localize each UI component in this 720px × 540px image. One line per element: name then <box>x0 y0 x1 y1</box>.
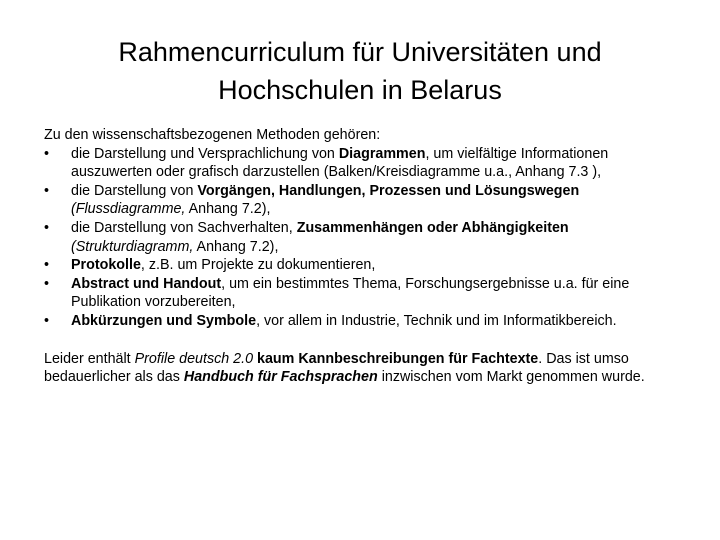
slide-title <box>40 33 680 109</box>
list-item-text: Anhang 7.2), <box>193 238 279 255</box>
list-item-text: , vor allem in Industrie, Technik und im Informatikbereich. <box>256 312 617 329</box>
list-item-text: Anhang 7.2), <box>185 201 271 218</box>
list-item-text: die Darstellung von <box>71 182 198 199</box>
list-item-bold: Zusammenhängen oder Abhängigkeiten <box>296 219 569 236</box>
closing-text: . Das ist umso bedauerlicher als das <box>44 350 629 386</box>
closing-text: Leider enthält <box>44 350 135 367</box>
closing-bold-italic <box>184 369 378 385</box>
list-item-bold: Protokolle <box>71 257 141 274</box>
closing-bold: kaum Kannbeschreibungen für Fachtexte <box>253 350 539 367</box>
slide-title-line-2: Hochschulen in Belarus <box>218 75 502 105</box>
closing-text: inzwischen vom Markt genommen wurde. <box>377 369 645 386</box>
closing-bold-italic-inner: Handbuch für Fachsprachen <box>183 369 378 386</box>
list-item-text: die Darstellung und Versprachlichung von <box>71 145 339 162</box>
list-item-bold: Abkürzungen und Symbole <box>71 312 257 329</box>
list-item-bold: Abstract und Handout <box>71 275 222 292</box>
list-item-diagrams <box>44 145 684 182</box>
list-item-text: , z.B. um Projekte zu dokumentieren, <box>140 257 376 274</box>
list-item-text: die Darstellung von Sachverhalten, <box>71 219 297 236</box>
intro-text: Zu den wissenschaftsbezogenen Methoden gehören: <box>44 127 381 143</box>
methods-list <box>44 145 684 331</box>
list-item-italic: (Flussdiagramme, <box>71 201 186 218</box>
bullet-icon: • <box>44 275 50 292</box>
list-item-italic: (Strukturdiagramm, <box>71 238 194 255</box>
slide-body <box>44 126 684 387</box>
list-item-abstract <box>44 275 684 312</box>
list-item-bold: Diagrammen <box>338 145 426 162</box>
bullet-icon: • <box>44 145 50 162</box>
list-item-processes <box>44 182 684 219</box>
list-item-relations <box>44 219 684 256</box>
bullet-icon: • <box>44 182 50 199</box>
closing-paragraph <box>44 350 684 387</box>
list-item-bold: Vorgängen, Handlungen, Prozessen und Lösungswegen <box>197 182 580 199</box>
bullet-icon: • <box>44 257 50 274</box>
slide-title-line-1: Rahmencurriculum für Universitäten und <box>118 37 602 67</box>
list-item-text: , um vielfältige Informationen auszuwerten oder grafisch darzustellen (Balken/Kreisdiagramme u.a., Anhang 7.3 ), <box>71 145 609 181</box>
bullet-icon: • <box>44 312 50 329</box>
list-item-text: , um ein bestimmtes Thema, Forschungsergebnisse u.a. für eine Publikation vorzubereiten, <box>71 275 630 311</box>
closing-italic: Profile deutsch 2.0 <box>134 350 254 367</box>
spacer <box>44 331 684 350</box>
list-item-abbreviations <box>44 312 684 331</box>
bullet-icon: • <box>44 219 50 236</box>
list-item-protocols <box>44 256 684 275</box>
